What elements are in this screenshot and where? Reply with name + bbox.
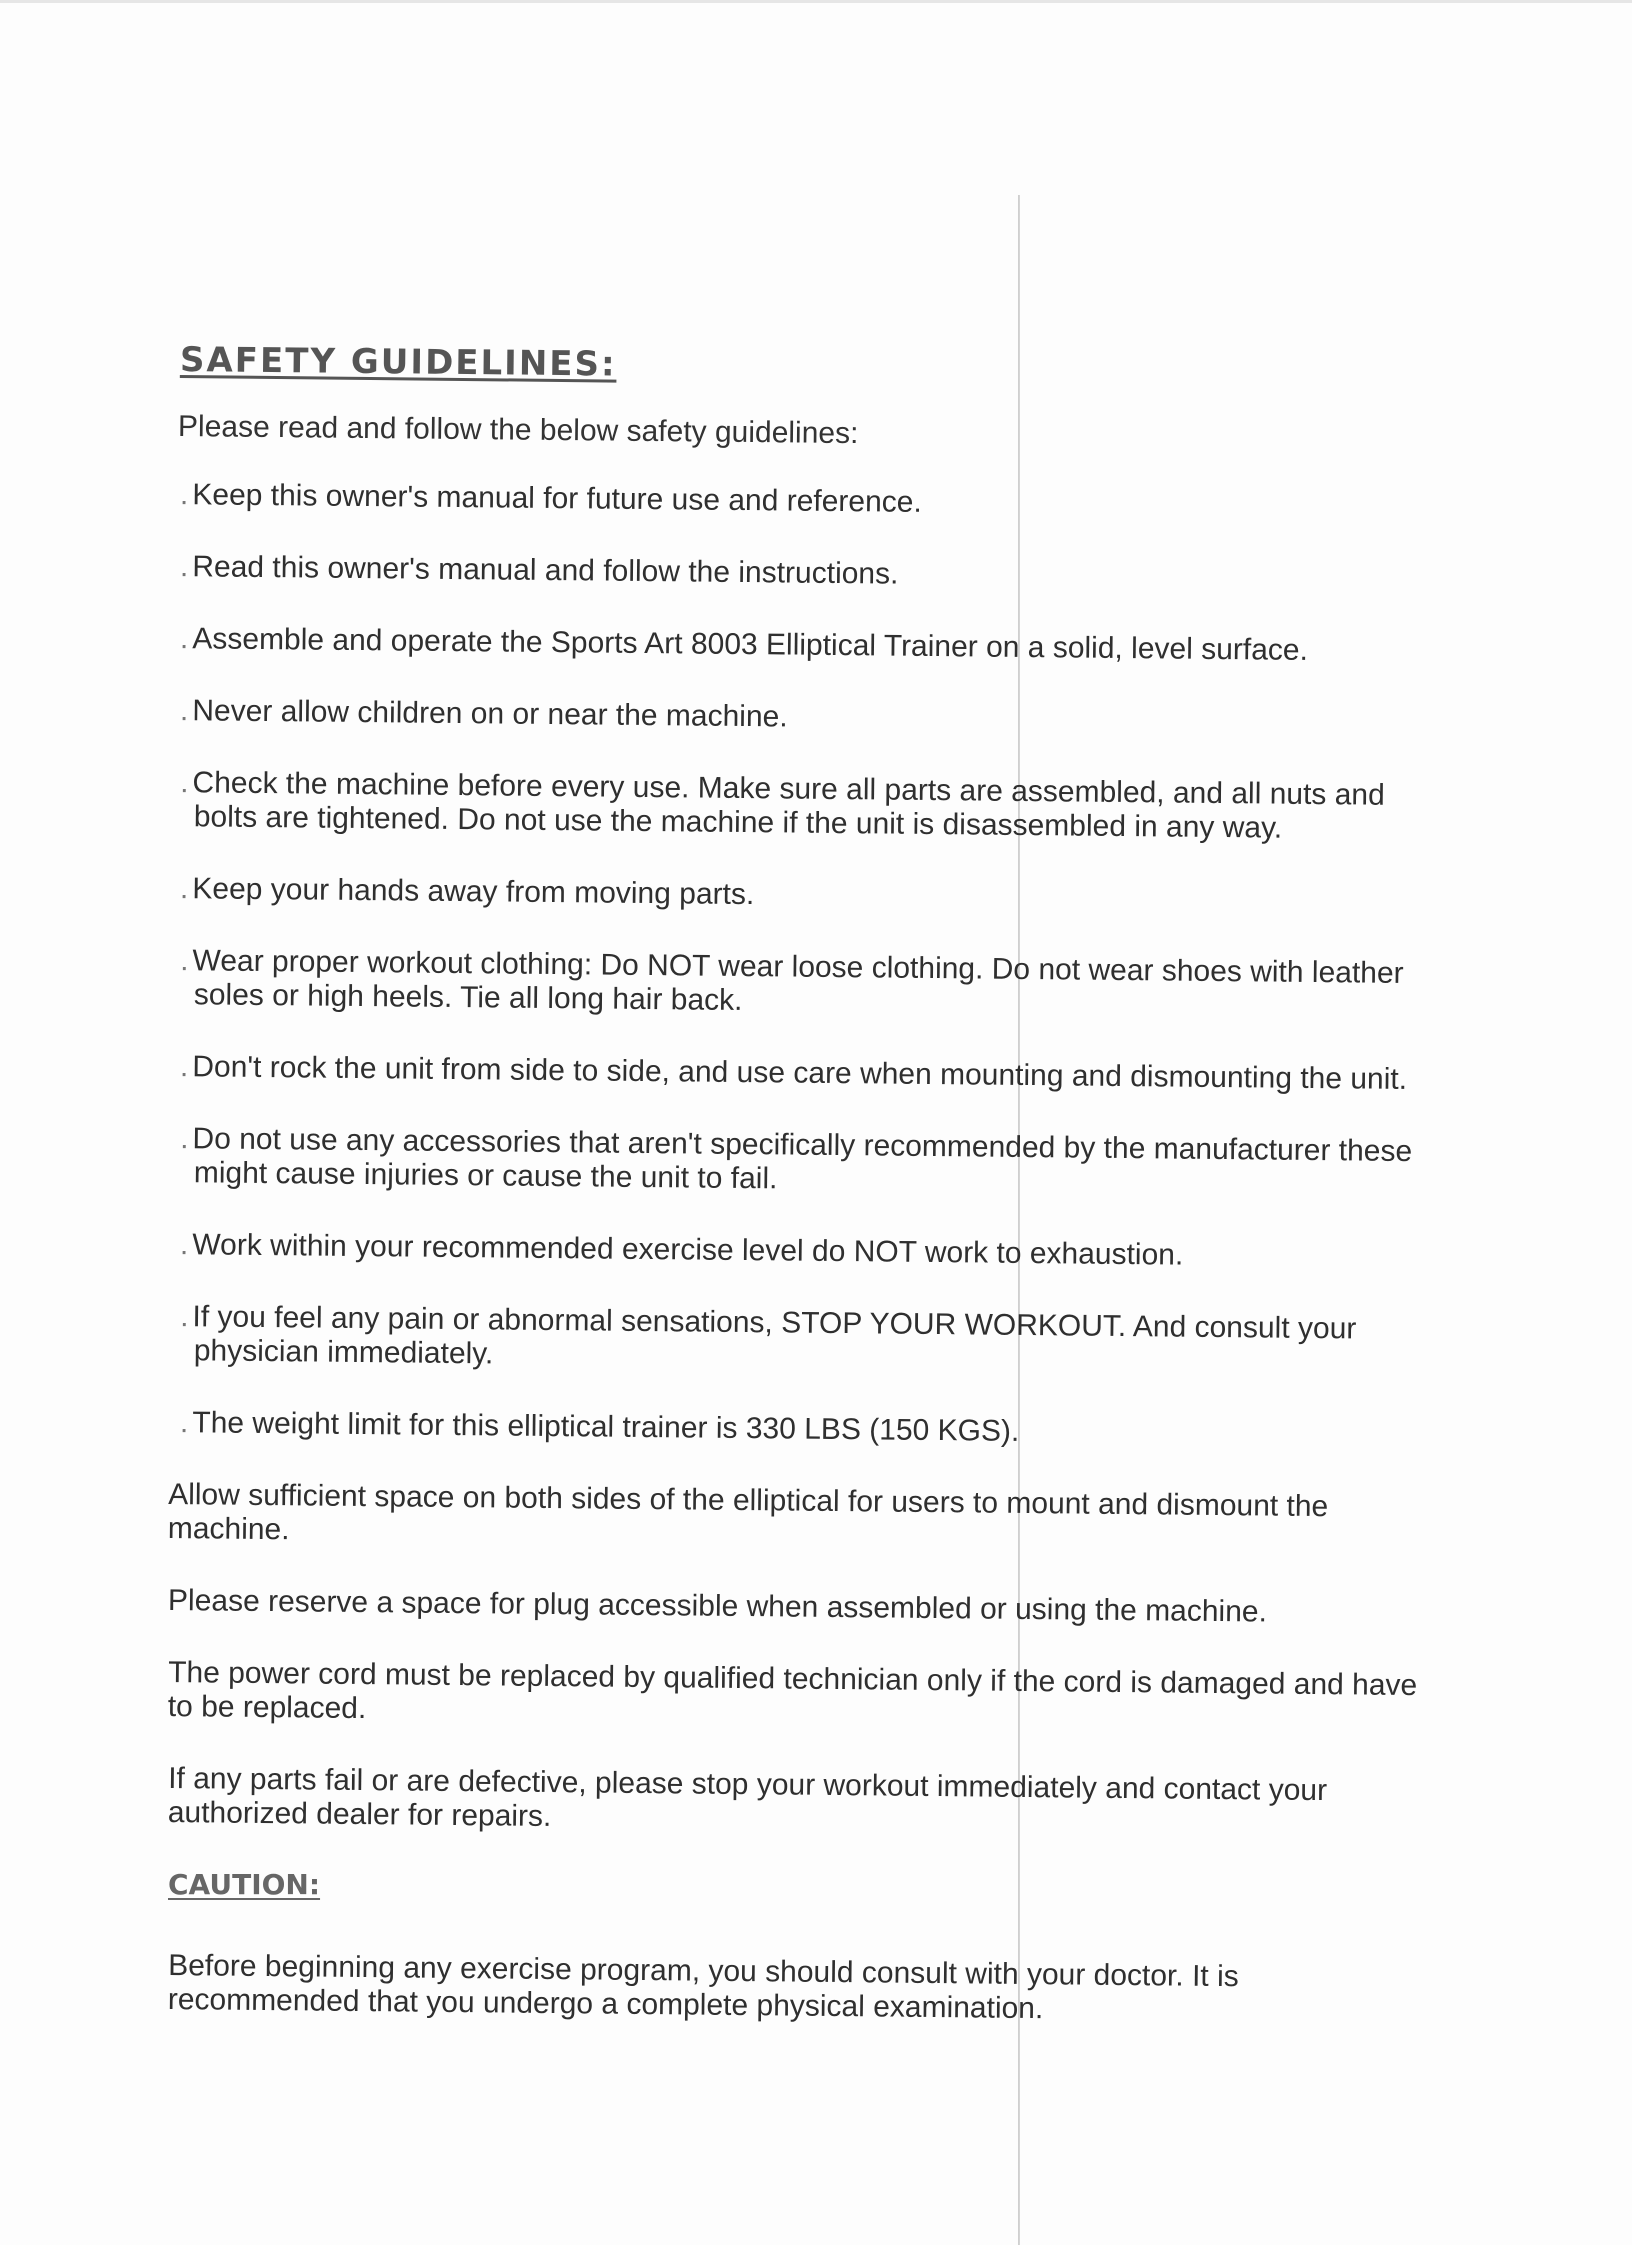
- list-item: . Wear proper workout clothing: Do NOT wear loose clothing. Do not wear shoes with leather soles or high heels. Tie all long hair back.: [180, 944, 1404, 1018]
- paragraph-defective-parts: If any parts fail or are defective, please stop your workout immediately and contact your authorized dealer for repairs.: [167, 1762, 1328, 1834]
- list-item: . The weight limit for this elliptical trainer is 330 LBS (150 KGS).: [179, 1406, 1020, 1448]
- paragraph-plug: Please reserve a space for plug accessible when assembled or using the machine.: [167, 1584, 1268, 1629]
- list-item: . Don't rock the unit from side to side, and use care when mounting and dismounting the unit.: [179, 1050, 1408, 1096]
- list-item: . If you feel any pain or abnormal sensations, STOP YOUR WORKOUT. And consult your physician immediately.: [180, 1300, 1357, 1371]
- list-item: . Work within your recommended exercise level do NOT work to exhaustion.: [179, 1228, 1184, 1272]
- paragraph-power-cord: The power cord must be replaced by qualified technician only if the cord is damaged and have to be replaced.: [167, 1656, 1418, 1726]
- safety-guidelines-heading: SAFETY GUIDELINES:: [179, 340, 617, 385]
- caution-heading: CAUTION:: [168, 1868, 321, 1901]
- list-item: . Assemble and operate the Sports Art 8003 Elliptical Trainer on a solid, level surface.: [179, 622, 1309, 667]
- intro-text: Please read and follow the below safety guidelines:: [177, 410, 859, 451]
- list-item: . Never allow children on or near the machine.: [179, 694, 788, 734]
- list-item: . Read this owner's manual and follow the instructions.: [179, 550, 899, 591]
- list-item: . Keep your hands away from moving parts.: [179, 872, 755, 912]
- safety-bullet-list: [168, 478, 1428, 1448]
- list-item: . Check the machine before every use. Make sure all parts are assembled, and all nuts and bolts are tightened. Do not use the machine if the unit is disassembled in any way.: [180, 766, 1385, 845]
- document-body: [168, 340, 1428, 2055]
- caution-text: Before beginning any exercise program, you should consult with your doctor. It is recommended that you undergo a complete physical examination.: [167, 1949, 1239, 2026]
- scan-top-edge: [0, 0, 1632, 3]
- list-item: . Keep this owner's manual for future use and reference.: [179, 478, 922, 519]
- list-item: . Do not use any accessories that aren't specifically recommended by the manufacturer these might cause injuries or cause the unit to fail.: [180, 1122, 1413, 1196]
- paragraph-space: Allow sufficient space on both sides of the elliptical for users to mount and dismount the machine.: [167, 1478, 1329, 1547]
